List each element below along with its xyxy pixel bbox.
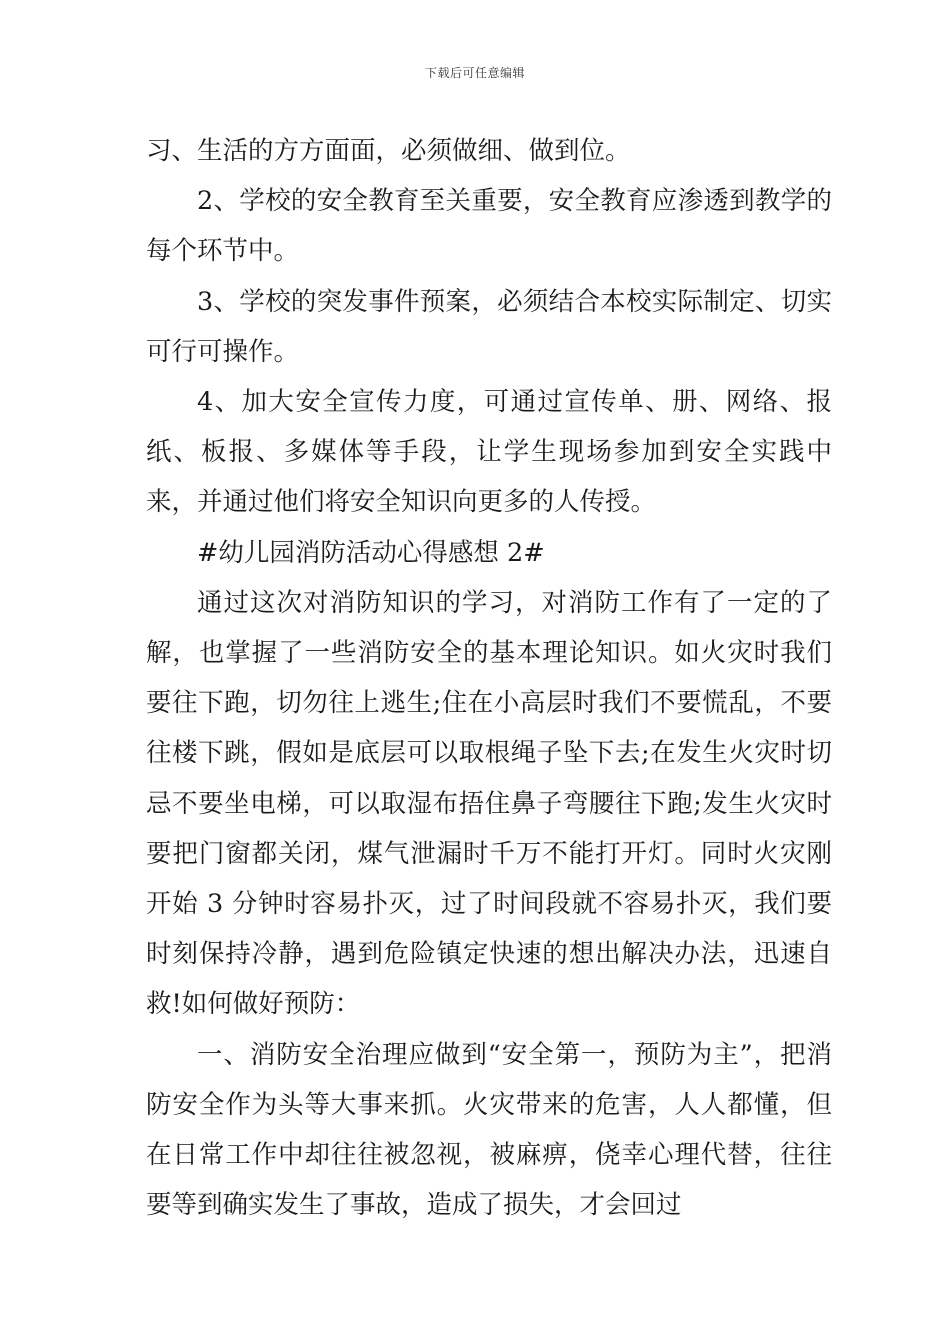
paragraph-intro: 通过这次对消防知识的学习，对消防工作有了一定的了解，也掌握了一些消防安全的基本理论知识。如火灾时我们要往下跑，切勿往上逃生;住在小高层时我们不要慌乱，不要往楼下跳，假如是底层可以取根绳子坠下去;在发生火灾时切忌不要坐电梯，可以取湿布捂住鼻子弯腰往下跑;发生火灾时要把门窗都关闭，煤气泄漏时千万不能打开灯。同时火灾刚开始 3 分钟时容易扑灭，过了时间段就不容易扑灭，我们要时刻保持冷静，遇到危险镇定快速的想出解决办法，迅速自救!如何做好预防： bbox=[146, 587, 832, 1020]
paragraph-item-4: 4、加大安全宣传力度，可通过宣传单、册、网络、报纸、板报、多媒体等手段，让学生现场参加到安全实践中来，并通过他们将安全知识向更多的人传授。 bbox=[146, 387, 832, 518]
paragraph-prevention-1: 一、消防安全治理应做到“安全第一，预防为主”，把消防安全作为头等大事来抓。火灾带来的危害，人人都懂，但在日常工作中却往往被忽视，被麻痹，侥幸心理代替，往往要等到确实发生了事故，造成了损失，才会回过 bbox=[146, 1039, 832, 1221]
paragraph-item-2: 2、学校的安全教育至关重要，安全教育应渗透到教学的每个环节中。 bbox=[146, 186, 832, 267]
document-body bbox=[146, 126, 832, 1230]
section-heading: #幼儿园消防活动心得感想 2# bbox=[197, 537, 545, 568]
paragraph-continuation: 习、生活的方方面面，必须做细、做到位。 bbox=[146, 136, 631, 166]
paragraph-item-3: 3、学校的突发事件预案，必须结合本校实际制定、切实可行可操作。 bbox=[146, 286, 832, 367]
page-header-note: 下载后可任意编辑 bbox=[424, 66, 525, 80]
